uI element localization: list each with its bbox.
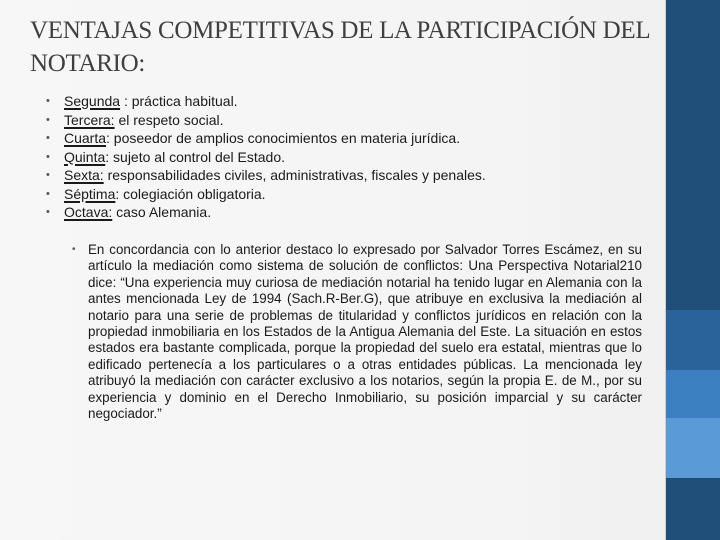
bullet-icon: •	[46, 95, 50, 107]
item-text: caso Alemania.	[112, 204, 212, 220]
list-item	[44, 166, 644, 185]
item-keyword: Cuarta	[64, 130, 107, 146]
list-item	[44, 203, 644, 222]
item-text: : práctica habitual.	[120, 93, 238, 109]
list-item	[44, 111, 644, 130]
list-item	[44, 148, 644, 167]
sidebar-band	[666, 478, 720, 540]
list-item	[44, 185, 644, 204]
item-text: : poseedor de amplios conocimientos en materia jurídica.	[106, 130, 461, 146]
bullet-icon: •	[46, 150, 50, 163]
list-item	[44, 129, 644, 148]
item-keyword: Octava:	[64, 204, 113, 220]
item-text: el respeto social.	[114, 111, 224, 128]
sidebar-band	[666, 310, 720, 370]
sidebar-band	[666, 418, 720, 478]
item-keyword: Sexta:	[64, 167, 104, 183]
sidebar-band	[666, 370, 720, 418]
bullet-icon: •	[46, 169, 50, 181]
item-text: : sujeto al control del Estado.	[105, 148, 286, 165]
bullet-list	[44, 92, 644, 222]
bullet-icon: •	[46, 113, 50, 126]
item-keyword: Segunda	[64, 93, 121, 109]
item-text: responsabilidades civiles, administrativas, fiscales y penales.	[103, 167, 486, 183]
sub-item-text: En concordancia con lo anterior destaco lo expresado por Salvador Torres Escámez, en su artículo la mediación como sistema de solución de conflictos: Una Perspectiva Notarial210 dice: “Una experiencia muy curiosa de mediación notarial ha tenido lugar en Alemania con la antes mencionada Ley de 1994 (Sach.R-Ber.G), que atribuye en exclusiva la mediación al notario para una serie de problemas de titularidad y conflictos jurídicos en relación con la propiedad inmobiliaria en los Estados de la Antigua Alemania del Este. La situación en estos estados era bastante complicada, porque la propiedad del suelo era estatal, mientras que lo edificado pertenecía a los particulares o a otras entidades públicas. La mencionada ley atribuyó la mediación con carácter exclusivo a los notarios, según la propia E. de M., por su experiencia y dominio en el Derecho Inmobiliario, su posición imparcial y su carácter negociador.”	[88, 242, 642, 422]
decorative-sidebar	[666, 0, 720, 540]
sub-bullet-icon: •	[72, 244, 76, 255]
bullet-icon: •	[46, 187, 50, 200]
sidebar-band	[666, 0, 720, 310]
item-keyword: Quinta	[64, 148, 106, 165]
bullet-icon: •	[46, 132, 50, 144]
item-keyword: Séptima	[64, 185, 116, 202]
bullet-icon: •	[46, 206, 50, 218]
sub-item-quote	[72, 242, 642, 422]
list-item	[44, 92, 644, 111]
slide-title: VENTAJAS COMPETITIVAS DE LA PARTICIPACIÓN DEL NOTARIO:	[30, 17, 650, 77]
item-keyword: Tercera:	[64, 111, 115, 128]
item-text: : colegiación obligatoria.	[115, 185, 266, 202]
